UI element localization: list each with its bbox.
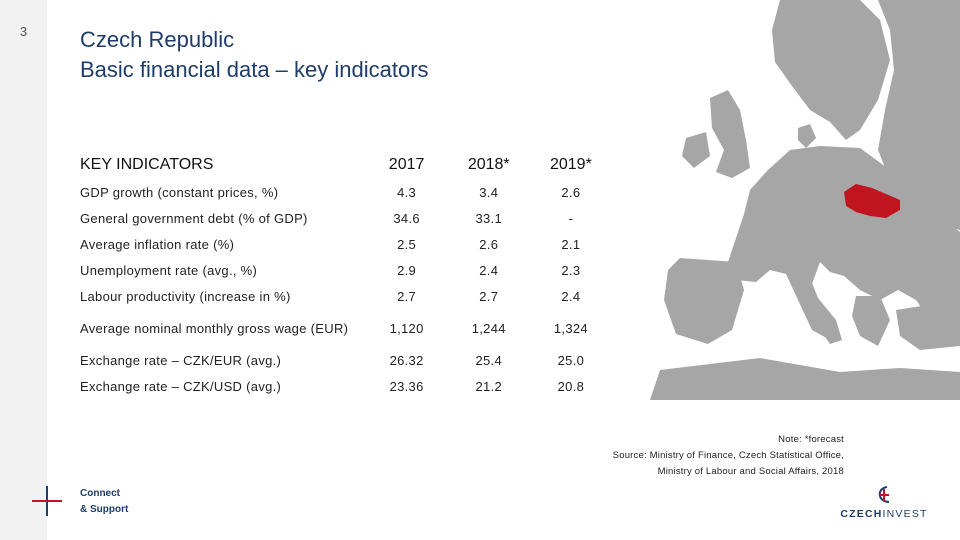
cell-2019: 2.6 <box>561 184 581 200</box>
brand-part-2: INVEST <box>882 508 928 520</box>
connect-support-label <box>80 486 128 518</box>
cell-2019: - <box>568 210 574 226</box>
support-line: & Support <box>80 504 129 515</box>
table-row <box>80 205 612 231</box>
cell-2017: 26.32 <box>389 352 424 368</box>
cell-2019: 20.8 <box>557 378 585 394</box>
note-forecast: Note: *forecast <box>778 434 844 445</box>
cell-2017: 2.5 <box>397 236 417 252</box>
table-row <box>80 179 612 205</box>
row-label: Exchange rate – CZK/EUR (avg.) <box>80 352 282 368</box>
table-row <box>80 257 612 283</box>
slide-title <box>80 25 429 85</box>
cell-2017: 2.9 <box>397 262 417 278</box>
map-greece <box>852 296 890 346</box>
cell-2017: 23.36 <box>389 378 424 394</box>
map-north-africa <box>650 358 960 400</box>
row-label: Average nominal monthly gross wage (EUR) <box>80 320 349 336</box>
key-indicators-table <box>80 151 612 399</box>
header-year-2019: 2019* <box>549 156 592 173</box>
row-label: Exchange rate – CZK/USD (avg.) <box>80 378 282 394</box>
cell-2018: 2.7 <box>479 288 499 304</box>
title-line-1: Czech Republic <box>80 27 235 52</box>
czechinvest-mark-icon <box>876 486 892 504</box>
cell-2018: 1,244 <box>471 320 506 336</box>
cell-2017: 34.6 <box>393 210 420 226</box>
row-label: GDP growth (constant prices, %) <box>80 184 279 200</box>
cell-2018: 21.2 <box>475 378 502 394</box>
header-label: KEY INDICATORS <box>80 156 214 173</box>
table-row <box>80 373 612 399</box>
row-label: Average inflation rate (%) <box>80 236 235 252</box>
note-source-cont: Ministry of Labour and Social Affairs, 2018 <box>657 466 844 477</box>
table-row <box>80 309 612 347</box>
cell-2019: 1,324 <box>553 320 588 336</box>
cell-2019: 2.3 <box>561 262 581 278</box>
row-label: General government debt (% of GDP) <box>80 210 308 226</box>
cell-2018: 3.4 <box>479 184 499 200</box>
cell-2019: 2.4 <box>561 288 581 304</box>
brand-wordmark <box>836 508 932 520</box>
row-label: Labour productivity (increase in %) <box>80 288 291 304</box>
table-row <box>80 283 612 309</box>
table-header-row <box>80 151 612 179</box>
cell-2019: 2.1 <box>561 236 581 252</box>
map-denmark <box>798 124 816 148</box>
czechinvest-logo <box>836 486 932 522</box>
map-scandinavia <box>772 0 890 140</box>
left-strip <box>0 0 47 540</box>
header-year-2017: 2017 <box>388 156 425 173</box>
map-iberia <box>664 258 744 344</box>
cell-2017: 2.7 <box>397 288 417 304</box>
table-row <box>80 231 612 257</box>
map-uk <box>710 90 750 178</box>
connect-line: Connect <box>80 488 120 499</box>
map-ireland <box>682 132 710 168</box>
cell-2017: 4.3 <box>397 184 417 200</box>
cell-2018: 25.4 <box>475 352 502 368</box>
row-label: Unemployment rate (avg., %) <box>80 262 258 278</box>
note-source: Source: Ministry of Finance, Czech Statistical Office, <box>612 450 844 461</box>
source-note <box>613 432 844 480</box>
connect-plus-icon <box>30 484 64 518</box>
cell-2018: 33.1 <box>475 210 502 226</box>
cell-2019: 25.0 <box>557 352 585 368</box>
table-row <box>80 347 612 373</box>
cell-2017: 1,120 <box>389 320 424 336</box>
cell-2018: 2.4 <box>479 262 499 278</box>
title-line-2: Basic financial data – key indicators <box>80 57 429 82</box>
map-turkey <box>896 300 960 350</box>
europe-map <box>560 0 960 400</box>
header-year-2018: 2018* <box>467 156 510 173</box>
brand-part-1: CZECH <box>840 508 883 520</box>
page-number: 3 <box>19 24 28 39</box>
cell-2018: 2.6 <box>479 236 499 252</box>
